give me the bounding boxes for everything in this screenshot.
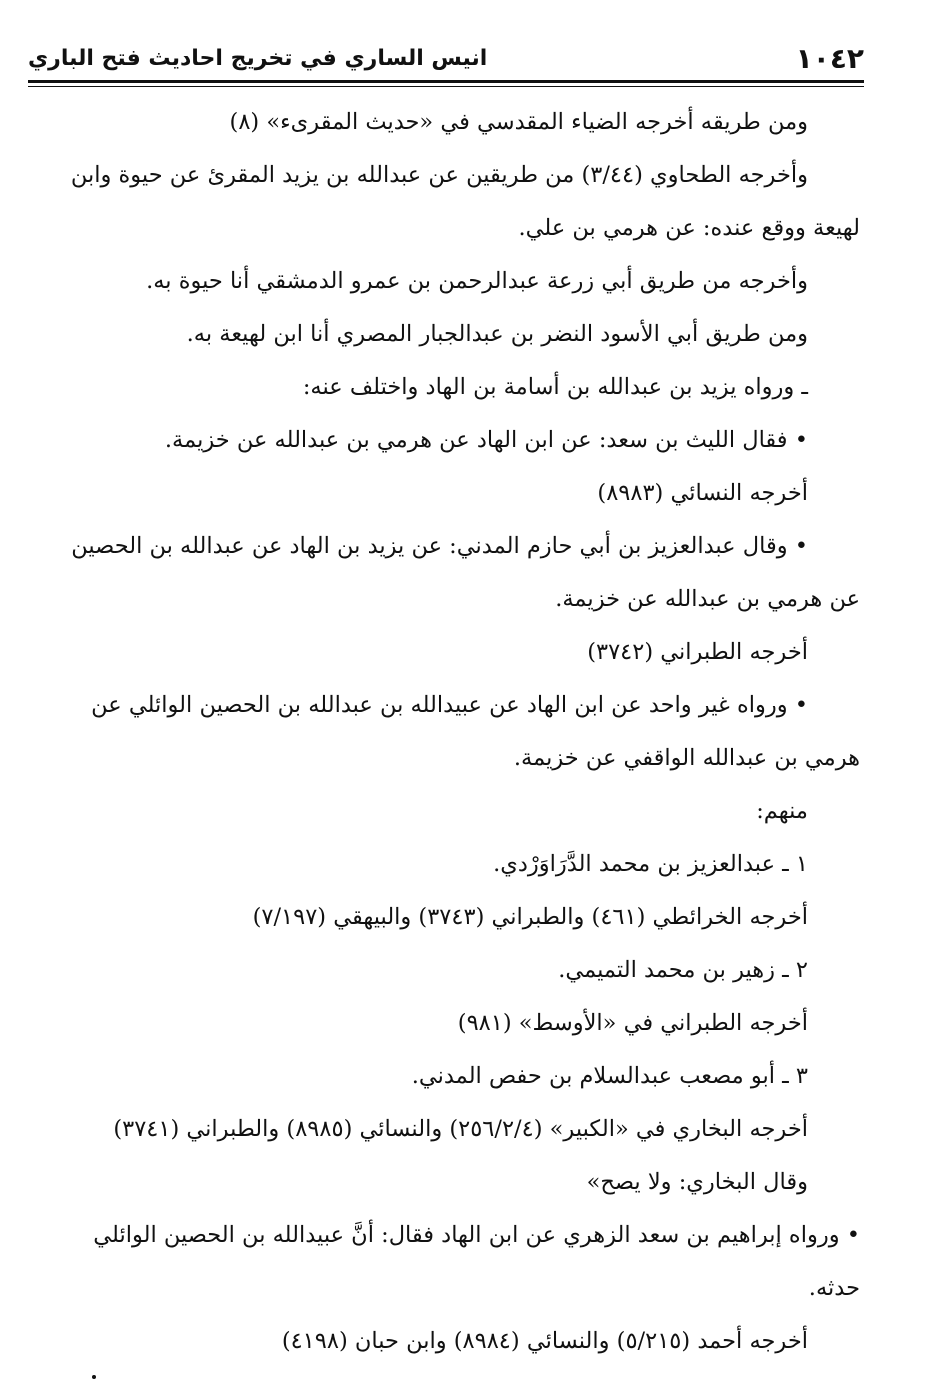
list-item: ٢ ـ زهير بن محمد التميمي.	[558, 957, 808, 983]
text-line: أخرجه الطبراني (٣٧٤٢)	[587, 639, 808, 665]
text-line: عن هرمي بن عبدالله عن خزيمة.	[555, 586, 860, 612]
text-line: • ورواه إبراهيم بن سعد الزهري عن ابن الهاد فقال: أنَّ عبيدالله بن الحصين الوائلي	[93, 1222, 860, 1248]
text-line: أخرجه الطبراني في «الأوسط» (٩٨١)	[457, 1010, 808, 1036]
list-item: ١ ـ عبدالعزيز بن محمد الدَّرَاوَرْدي.	[493, 851, 808, 877]
text-line: • ورواه غير واحد عن ابن الهاد عن عبيدالله بن عبدالله بن الحصين الوائلي عن	[91, 692, 808, 718]
text-line: حدثه.	[808, 1275, 860, 1301]
text-line: وأخرجه الطحاوي (٣/٤٤) من طريقين عن عبدالله بن يزيد المقرئ عن حيوة وابن	[70, 162, 808, 188]
text-line: ومن طريق أبي الأسود النضر بن عبدالجبار المصري أنا ابن لهيعة به.	[186, 321, 808, 347]
text-line: وأخرجه من طريق أبي زرعة عبدالرحمن بن عمرو الدمشقي أنا حيوة به.	[146, 268, 808, 294]
main-text	[56, 96, 860, 1368]
text-line: ومن طريقه أخرجه الضياء المقدسي في «حديث المقرىء» (٨)	[229, 109, 808, 135]
text-line: • فقال الليث بن سعد: عن ابن الهاد عن هرمي بن عبدالله عن خزيمة.	[164, 427, 808, 453]
text-line: هرمي بن عبدالله الواقفي عن خزيمة.	[513, 745, 860, 771]
text-line: أخرجه أحمد (٥/٢١٥) والنسائي (٨٩٨٤) وابن حبان (٤١٩٨)	[281, 1328, 808, 1354]
text-line: أخرجه النسائي (٨٩٨٣)	[597, 480, 808, 506]
text-line: منهم:	[756, 798, 808, 824]
list-item: ٣ ـ أبو مصعب عبدالسلام بن حفص المدني.	[411, 1063, 808, 1089]
text-line: أخرجه الخرائطي (٤٦١) والطبراني (٣٧٤٣) والبيهقي (٧/١٩٧)	[252, 904, 808, 930]
text-line: لهيعة ووقع عنده: عن هرمي بن علي.	[518, 215, 860, 241]
text-line: وقال البخاري: ولا يصح»	[586, 1169, 808, 1195]
page-number: ١٠٤٢	[795, 41, 864, 75]
text-line: أخرجه البخاري في «الكبير» (٢٥٦/٢/٤) والنسائي (٨٩٨٥) والطبراني (٣٧٤١)	[113, 1116, 808, 1142]
running-title: انيس الساري في تخريج احاديث فتح الباري	[28, 45, 488, 71]
header-rule-thick	[28, 80, 864, 83]
print-speck	[92, 1375, 96, 1379]
header-rule-thin	[28, 86, 864, 87]
page-header	[28, 38, 864, 78]
text-line: • وقال عبدالعزيز بن أبي حازم المدني: عن يزيد بن الهاد عن عبدالله بن الحصين	[71, 533, 808, 559]
text-line: ـ ورواه يزيد بن عبدالله بن أسامة بن الهاد واختلف عنه:	[302, 374, 808, 400]
